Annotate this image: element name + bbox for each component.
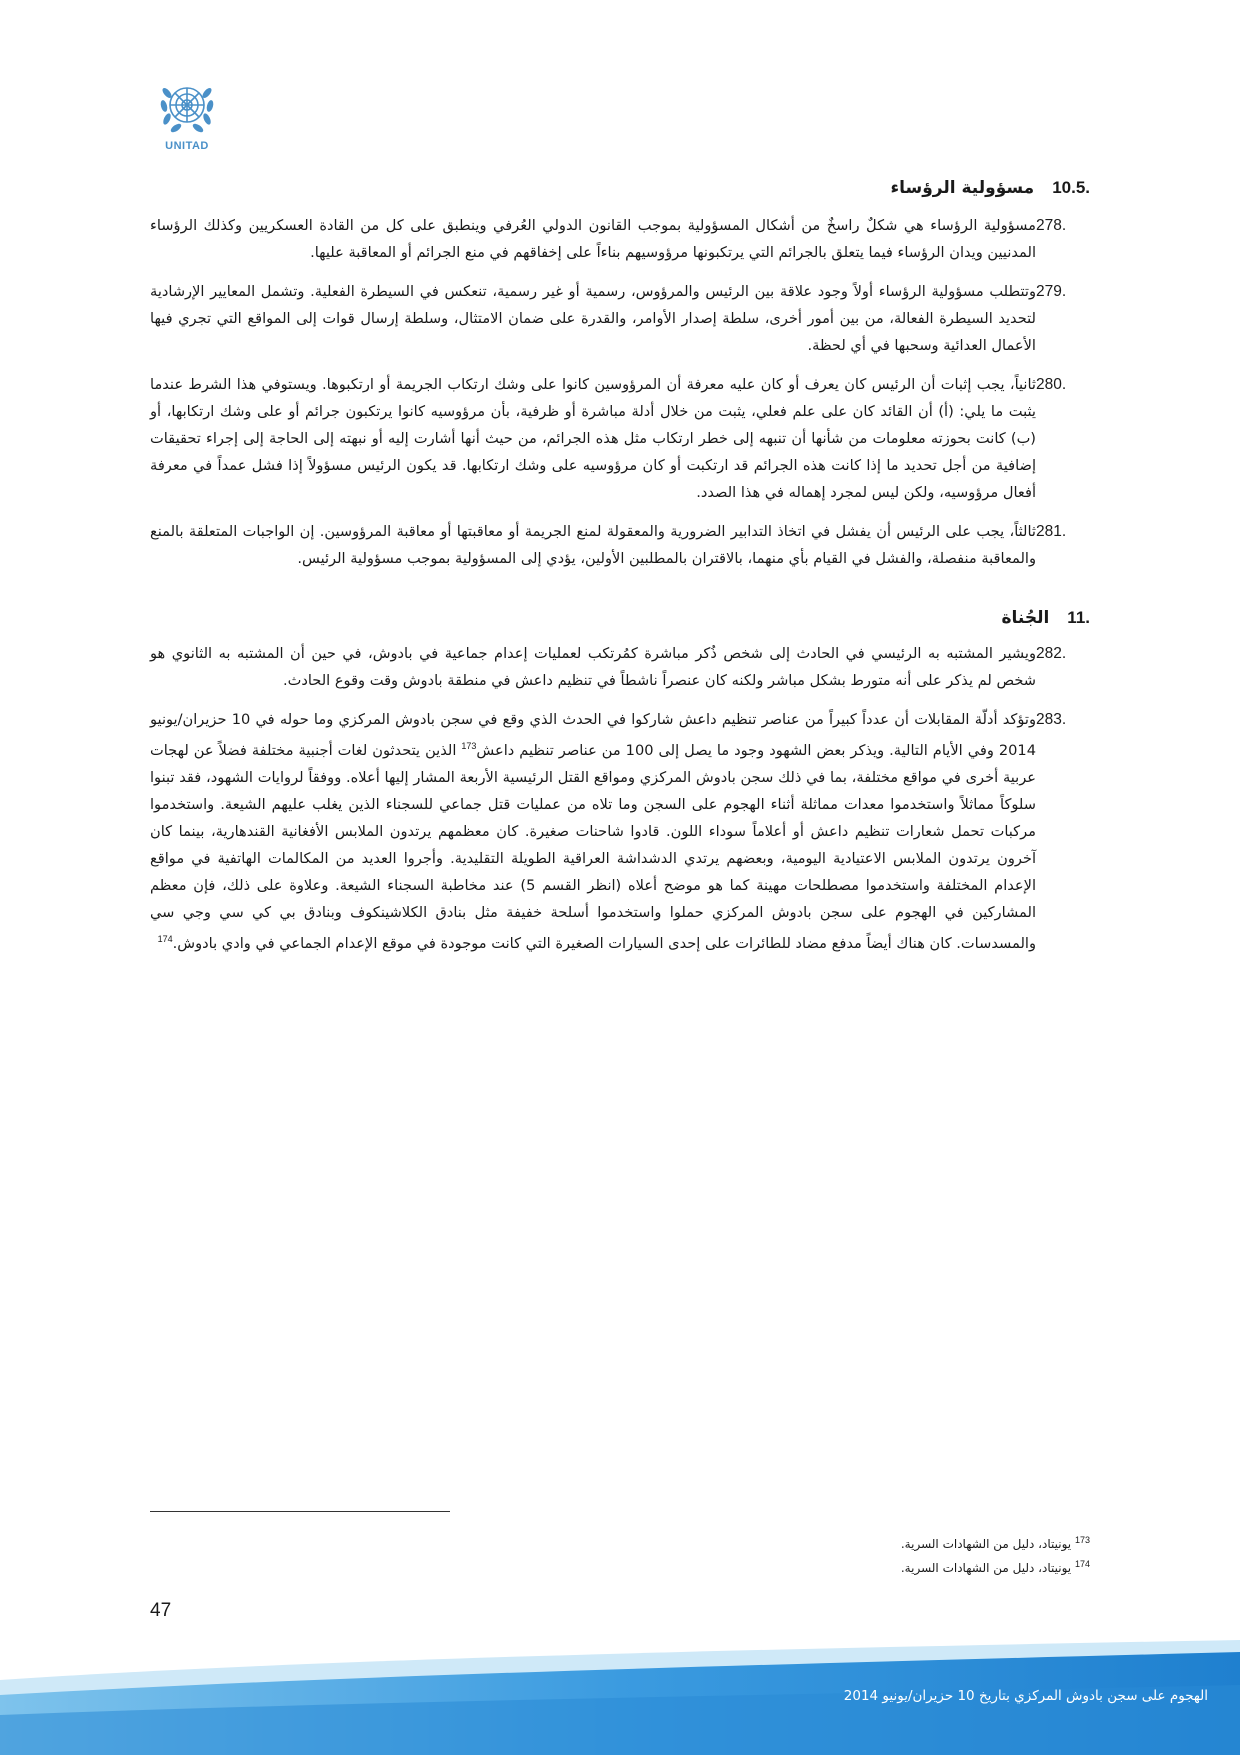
footnote-text: يونيتاد، دليل من الشهادات السرية. <box>900 1561 1075 1575</box>
footnote-number: 173 <box>1074 1535 1090 1545</box>
paragraph-text: وتتطلب مسؤولية الرؤساء أولاً وجود علاقة بين الرئيس والمرؤوس، رسمية أو غير رسمية، تنعكس في السيطرة الفعلية. وتشمل المعايير الإرشادية لتحديد السيطرة الفعالة، من بين أمور أخرى، سلطة إصدار الأوامر، والقدرة على ضمان الامتثال، وسلطة إرسال قوات إلى المواقع التي تجري فيها الأعمال العدائية وسحبها في أي لحظة. <box>150 283 1036 354</box>
paragraph-280 <box>150 371 1090 506</box>
paragraph-number: 282. <box>1036 645 1067 662</box>
section-heading-10-5 <box>150 178 1090 198</box>
paragraph-text: مسؤولية الرؤساء هي شكلٌ راسخٌ من أشكال المسؤولية بموجب القانون الدولي العُرفي وينطبق على كل من القادة العسكريين وكذلك الرؤساء المدنيين ويدان الرؤساء فيما يتعلق بالجرائم التي يرتكبونها مرؤوسيهم بناءاً على إخفاقهم في منع الجرائم أو المعاقبة عليها. <box>150 217 1036 261</box>
footer-title: الهجوم على سجن بادوش المركزي بتاريخ 10 حزيران/يونيو 2014 <box>843 1688 1208 1704</box>
logo-label: UNITAD <box>165 140 209 152</box>
section-heading-11 <box>150 608 1090 628</box>
paragraph-number: 280. <box>1036 376 1067 393</box>
paragraph-number: 281. <box>1036 523 1067 540</box>
footnote-ref[interactable]: 173 <box>461 741 477 751</box>
section-title: مسؤولية الرؤساء <box>890 178 1035 198</box>
section-number: 11. <box>1067 608 1090 627</box>
paragraph-text: ثالثاً، يجب على الرئيس أن يفشل في اتخاذ التدابير الضرورية والمعقولة لمنع الجريمة أو معاقبتها أو معاقبة المرؤوسين. إن الواجبات المتعلقة بالمنع والمعاقبة منفصلة، والفشل في القيام بأي منهما، بالاقتران بالمطلبين الأولين، يؤدي إلى المسؤولية بموجب مسؤولية الرئيس. <box>150 523 1036 567</box>
paragraph-number: 279. <box>1036 283 1067 300</box>
paragraph-number: 283. <box>1036 711 1067 728</box>
footnote-text: يونيتاد، دليل من الشهادات السرية. <box>900 1537 1075 1551</box>
footnote-number: 174 <box>1074 1559 1090 1569</box>
footnotes <box>150 1530 1090 1578</box>
paragraph-279 <box>150 278 1090 359</box>
paragraph-text: ويشير المشتبه به الرئيسي في الحادث إلى شخص ذُكر مباشرة كمُرتكب لعمليات إعدام جماعية في بادوش، في حين أن المشتبه به الثانوي هو شخص لم يذكر على أنه متورط بشكل مباشر ولكنه كان عنصراً ناشطاً في تنظيم داعش في منطقة بادوش وقت وقوع الحادث. <box>150 645 1036 689</box>
paragraph-278 <box>150 212 1090 266</box>
paragraph-text <box>150 706 1036 957</box>
section-title: الجُناة <box>1001 608 1050 628</box>
footnote-ref[interactable]: 174 <box>157 933 173 944</box>
section-number: 10.5. <box>1052 178 1090 197</box>
footnote-173 <box>150 1530 1090 1554</box>
unitad-logo <box>150 76 224 152</box>
paragraph-number: 278. <box>1036 217 1067 234</box>
paragraph-282 <box>150 640 1090 694</box>
footnote-174 <box>150 1554 1090 1578</box>
un-emblem-icon <box>156 76 218 138</box>
paragraph-text: ثانياً، يجب إثبات أن الرئيس كان يعرف أو كان عليه معرفة أن المرؤوسين كانوا على وشك ارتكاب الجريمة أو ارتكبوها. ويستوفي هذا الشرط عندما يثبت ما يلي: (أ) أن القائد كان على علم فعلي، يثبت من خلال أدلة مباشرة أو ظرفية، بأن مرؤوسيه كانوا يرتكبون جرائم أو على وشك ارتكابها، أو (ب) كانت بحوزته معلومات من شأنها أن تنبهه إلى خطر ارتكاب مثل هذه الجرائم، من حيث أنها أشارت إليه أو نبهته إلى الحاجة إلى إجراء تحقيقات إضافية من أجل تحديد ما إذا كانت هذه الجرائم قد ارتكبت أو كان مرؤوسيه على وشك ارتكابها. قد يكون الرئيس مسؤولاً إذا فشل عمداً في معرفة أفعال مرؤوسيه، ولكن ليس لمجرد إهماله في هذا الصدد. <box>150 376 1036 501</box>
paragraph-281 <box>150 518 1090 572</box>
paragraph-text-part: الذين يتحدثون لغات أجنبية مختلفة فضلاً عن لهجات عربية أخرى في مواقع مختلفة، بما في ذلك سجن بادوش المركزي ومواقع القتل الرئيسية الأربعة المشار إليها أعلاه. ووفقاً لروايات الشهود، فقد تبنوا سلوكاً مماثلاً واستخدموا معدات مماثلة أثناء الهجوم على السجن وما تلاه من عمليات قتل جماعي للسجناء الذين يغلب عليهم الشيعة. واستخدموا مركبات تحمل شعارات تنظيم داعش أو أعلاماً سوداء اللون. قادوا شاحنات صغيرة. كان معظمهم يرتدون الملابس الأفغانية القندهارية، بينما كان آخرون يرتدون الملابس الاعتيادية اليومية، وبعضهم يرتدي الدشداشة العراقية الطويلة التقليدية. وأجروا العديد من المكالمات الهاتفية في مواقع الإعدام المختلفة واستخدموا مصطلحات مهينة كما هو موضح أعلاه (انظر القسم 5) عند مخاطبة السجناء الشيعة. وعلاوة على ذلك، فإن معظم المشاركين في الهجوم على سجن بادوش المركزي حملوا واستخدموا أسلحة خفيفة مثل بنادق الكلاشينكوف وبنادق بي كي سي وجي سي والمسدسات. كان هناك أيضاً مدفع مضاد للطائرات على إحدى السيارات الصغيرة التي كانت موجودة في موقع الإعدام الجماعي في وادي بادوش. <box>150 741 1036 952</box>
page-number: 47 <box>150 1600 172 1621</box>
paragraph-text-part: وتؤكد أدلّة المقابلات أن عدداً كبيراً من عناصر تنظيم داعش شاركوا في الحدث الذي وقع في سجن بادوش المركزي وما حوله في 10 حزيران/يونيو 2014 وفي الأيام التالية. ويذكر بعض الشهود وجود ما يصل إلى 100 من عناصر تنظيم داعش <box>150 711 1036 759</box>
paragraph-283 <box>150 706 1090 957</box>
document-body <box>150 178 1090 969</box>
footnote-separator <box>150 1511 450 1512</box>
